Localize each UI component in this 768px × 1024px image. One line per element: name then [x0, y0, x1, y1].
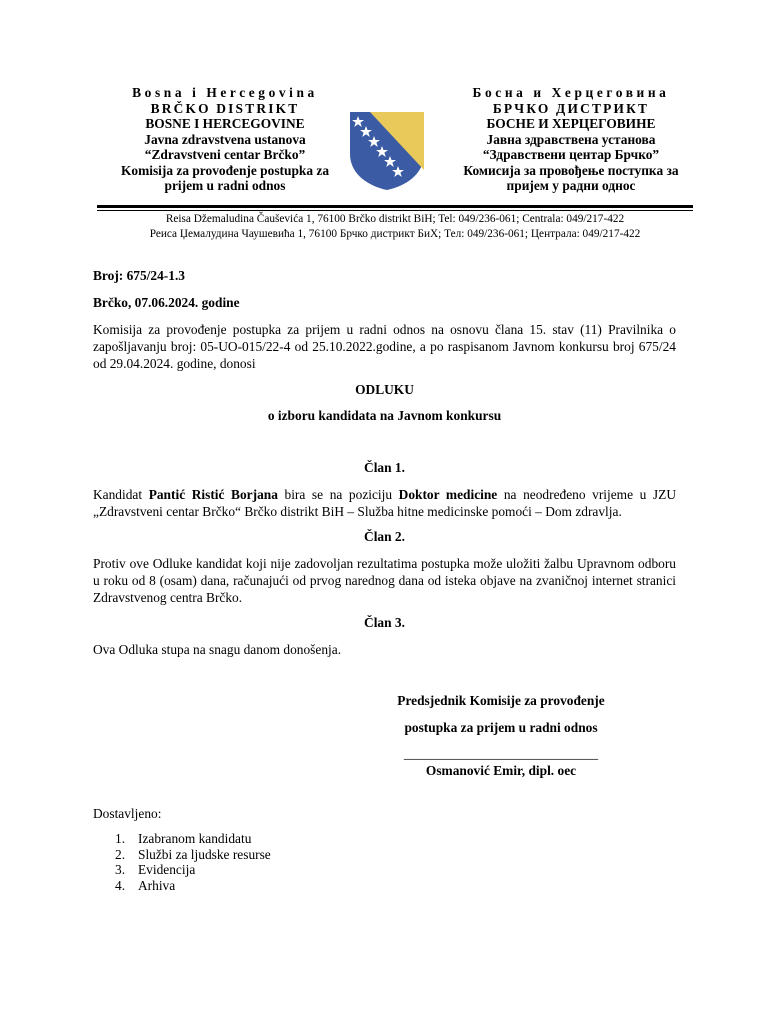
commission-line2-cyrillic: пријем у радни однос: [506, 178, 636, 193]
position-name: Doktor medicine: [398, 487, 498, 502]
signature-title-line2: postupka za prijem u radni odnos: [404, 720, 598, 735]
header-divider-thick: [97, 205, 693, 208]
place-and-date: Brčko, 07.06.2024. godine: [93, 295, 240, 310]
header-right-cyrillic: [440, 85, 702, 194]
intro-paragraph: Komisija za provođenje postupka za prijem u radni odnos na osnovu člana 15. stav (11) Pravilnika o zapošljavanju broj: 05-UO-015/22-4 od 25.10.2022.godine, a po raspisanom Javnom konkursu broj 675/24 od 29.04.2024. godine, donosi: [93, 322, 676, 371]
signatory-name: Osmanović Emir, dipl. oec: [425, 763, 577, 778]
country-name-cyrillic: Босна и Херцеговина: [472, 85, 670, 100]
commission-line1-latin: Komisija za provođenje postupka za: [120, 162, 330, 178]
header-left-latin: [94, 85, 356, 194]
commission-line1-cyrillic: Комисија за провођење поступка за: [463, 162, 679, 178]
document-number: Broj: 675/24-1.3: [93, 268, 185, 283]
candidate-name: Pantić Ristić Borjana: [148, 487, 278, 502]
article-2-text: Protiv ove Odluke kandidat koji nije zadovoljan rezultatima postupka može uložiti žalbu Upravnom odboru u roku od 8 (osam) dana, računajući od prvog narednog dana od isteka objave na zvaničnoj internet stranici Zdravstvenog centra Brčko.: [93, 556, 676, 605]
district-name-cyrillic: БРЧКО ДИСТРИКТ: [492, 100, 650, 116]
institution-type-cyrillic: Јавна здравствена установа: [486, 131, 656, 147]
article-1-text-c: na neodređeno vrijeme u JZU „Zdravstveni centar Brčko“ Brčko distrikt BiH – Služba hitne medicinske pomoći – Dom zdravlja.: [93, 487, 676, 519]
decision-subtitle: o izboru kandidata na Javnom konkursu: [267, 408, 502, 423]
district-full-cyrillic: БОСНЕ И ХЕРЦЕГОВИНЕ: [486, 116, 656, 131]
list-item: 3. Evidencija: [115, 862, 196, 878]
signature-line: _____________________________: [403, 746, 599, 761]
institution-name-cyrillic: “Здравствени центар Брчко”: [482, 147, 660, 162]
article-3-heading: Član 3.: [364, 615, 405, 630]
list-item: 2. Službi za ljudske resurse: [115, 846, 271, 862]
institution-name-latin: “Zdravstveni centar Brčko”: [144, 147, 306, 162]
article-1-heading: Član 1.: [364, 460, 405, 475]
commission-line2-latin: prijem u radni odnos: [164, 178, 286, 193]
list-item: 4. Arhiva: [115, 877, 176, 893]
address-latin: Reisa Džemaludina Čauševića 1, 76100 Brčko distrikt BiH; Tel: 049/236-061; Centrala: 049/217-422: [165, 213, 625, 225]
article-1-text-b: bira se na poziciju: [277, 487, 399, 502]
coat-of-arms-icon: [348, 110, 426, 192]
district-name-latin: BRČKO DISTRIKT: [150, 100, 300, 116]
article-1-text: [93, 486, 676, 520]
decision-title: ODLUKU: [355, 382, 414, 397]
country-name-latin: Bosna i Hercegovina: [132, 85, 318, 100]
address-cyrillic: Реиса Џемалудина Чаушевића 1, 76100 Брчко дистрикт БиХ; Тел: 049/236-061; Централа: 049/217-422: [149, 228, 641, 240]
article-2-heading: Član 2.: [364, 529, 405, 544]
delivered-label: Dostavljeno:: [93, 806, 162, 821]
article-3-text: Ova Odluka stupa na snagu danom donošenja.: [93, 642, 342, 657]
header-divider-thin: [97, 210, 693, 211]
article-1-text-a: Kandidat: [93, 487, 149, 502]
signature-title-line1: Predsjednik Komisije za provođenje: [397, 693, 605, 708]
district-full-latin: BOSNE I HERCEGOVINE: [145, 116, 305, 131]
delivered-list: [93, 831, 271, 893]
institution-type-latin: Javna zdravstvena ustanova: [144, 131, 306, 147]
list-item: 1. Izabranom kandidatu: [115, 831, 252, 846]
